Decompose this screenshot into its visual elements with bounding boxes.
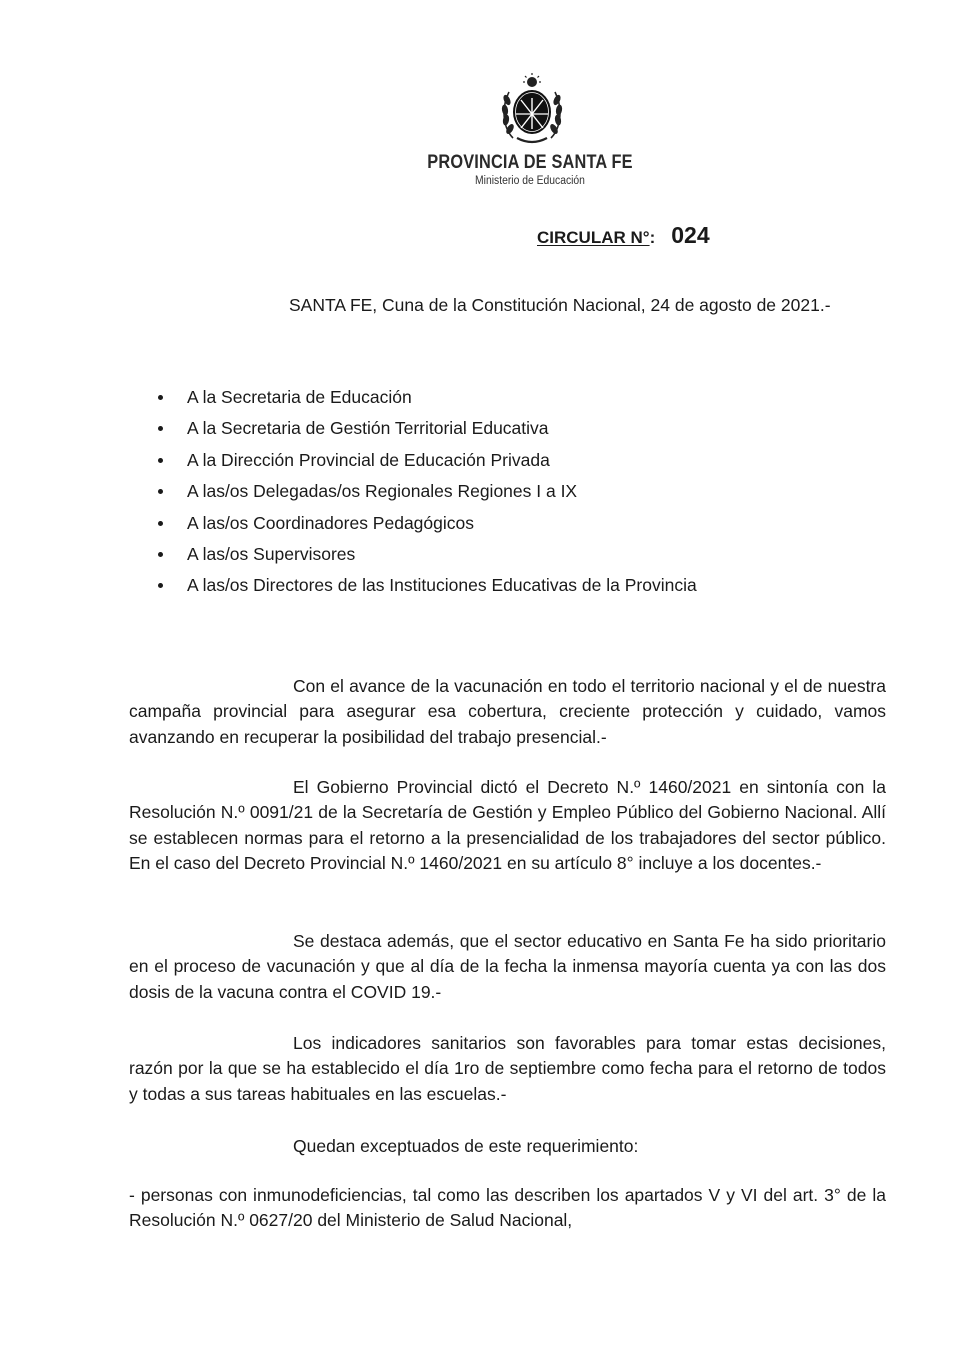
circular-number: 024 bbox=[671, 222, 710, 248]
recipient-text: A las/os Supervisores bbox=[187, 543, 356, 564]
paragraph-vaccination: Con el avance de la vacunación en todo el territorio nacional y el de nuestra campaña provincial para asegurar esa cobertura, creciente protección y cuidado, vamos avanzando en recuperar la posibilidad del trabajo presencial.- bbox=[129, 676, 886, 747]
list-item bbox=[155, 479, 697, 510]
list-item bbox=[155, 511, 697, 542]
recipient-text: A la Dirección Provincial de Educación Privada bbox=[187, 449, 550, 470]
bullet-icon bbox=[158, 552, 163, 557]
recipient-list bbox=[155, 385, 697, 605]
paragraph-exception-item: - personas con inmunodeficiencias, tal como las describen los apartados V y VI del art. 3° de la Resolución N.º 0627/20 del Ministerio de Salud Nacional, bbox=[129, 1185, 886, 1231]
recipient-text: A la Secretaria de Educación bbox=[187, 387, 412, 407]
recipient-text: A las/os Directores de las Instituciones Educativas de la Provincia bbox=[187, 575, 697, 596]
dateline: SANTA FE, Cuna de la Constitución Nacional, 24 de agosto de 2021.- bbox=[289, 295, 831, 315]
bullet-icon bbox=[158, 426, 163, 431]
bullet-icon bbox=[158, 489, 163, 494]
paragraph-education-sector: Se destaca además, que el sector educativo en Santa Fe ha sido prioritario en el proceso de vacunación y que al día de la fecha la inmensa mayoría cuenta ya con las dos dosis de la vacuna contra el COVID 19.- bbox=[129, 931, 886, 1002]
bullet-icon bbox=[158, 521, 163, 526]
ministry-name: Ministerio de Educación bbox=[475, 175, 585, 187]
paragraph-decree: El Gobierno Provincial dictó el Decreto N.º 1460/2021 en sintonía con la Resolución N.º 0091/21 de la Secretaría de Gestión y Empleo Público del Gobierno Nacional. Allí se establecen normas para el retorno a la presencialidad de los trabajadores del sector público. En el caso del Decreto Provincial N.º 1460/2021 en su artículo 8° incluye a los docentes.- bbox=[129, 777, 886, 874]
bullet-icon bbox=[158, 583, 163, 588]
bullet-icon bbox=[158, 395, 163, 400]
circular-label: CIRCULAR N° bbox=[537, 228, 650, 247]
bullet-icon bbox=[158, 458, 163, 463]
recipient-text: A las/os Coordinadores Pedagógicos bbox=[187, 512, 474, 533]
circular-colon: : bbox=[649, 228, 656, 247]
recipient-text: A la Secretaria de Gestión Territorial Educativa bbox=[187, 418, 549, 439]
list-item bbox=[155, 448, 697, 479]
paragraph-return-date: Los indicadores sanitarios son favorables para tomar estas decisiones, razón por la que se ha establecido el día 1ro de septiembre como fecha para el retorno de todos y todas a sus tareas habituales en las escuelas.- bbox=[129, 1033, 886, 1104]
list-item bbox=[155, 385, 697, 416]
province-name: PROVINCIA DE SANTA FE bbox=[427, 152, 633, 173]
circular-heading bbox=[537, 222, 710, 249]
list-item bbox=[155, 416, 697, 447]
paragraph-exceptions-intro: Quedan exceptuados de este requerimiento: bbox=[293, 1136, 639, 1156]
list-item bbox=[155, 573, 697, 604]
list-item bbox=[155, 542, 697, 573]
provincial-seal-icon bbox=[499, 72, 565, 148]
recipient-text: A las/os Delegadas/os Regionales Regiones I a IX bbox=[187, 481, 578, 502]
